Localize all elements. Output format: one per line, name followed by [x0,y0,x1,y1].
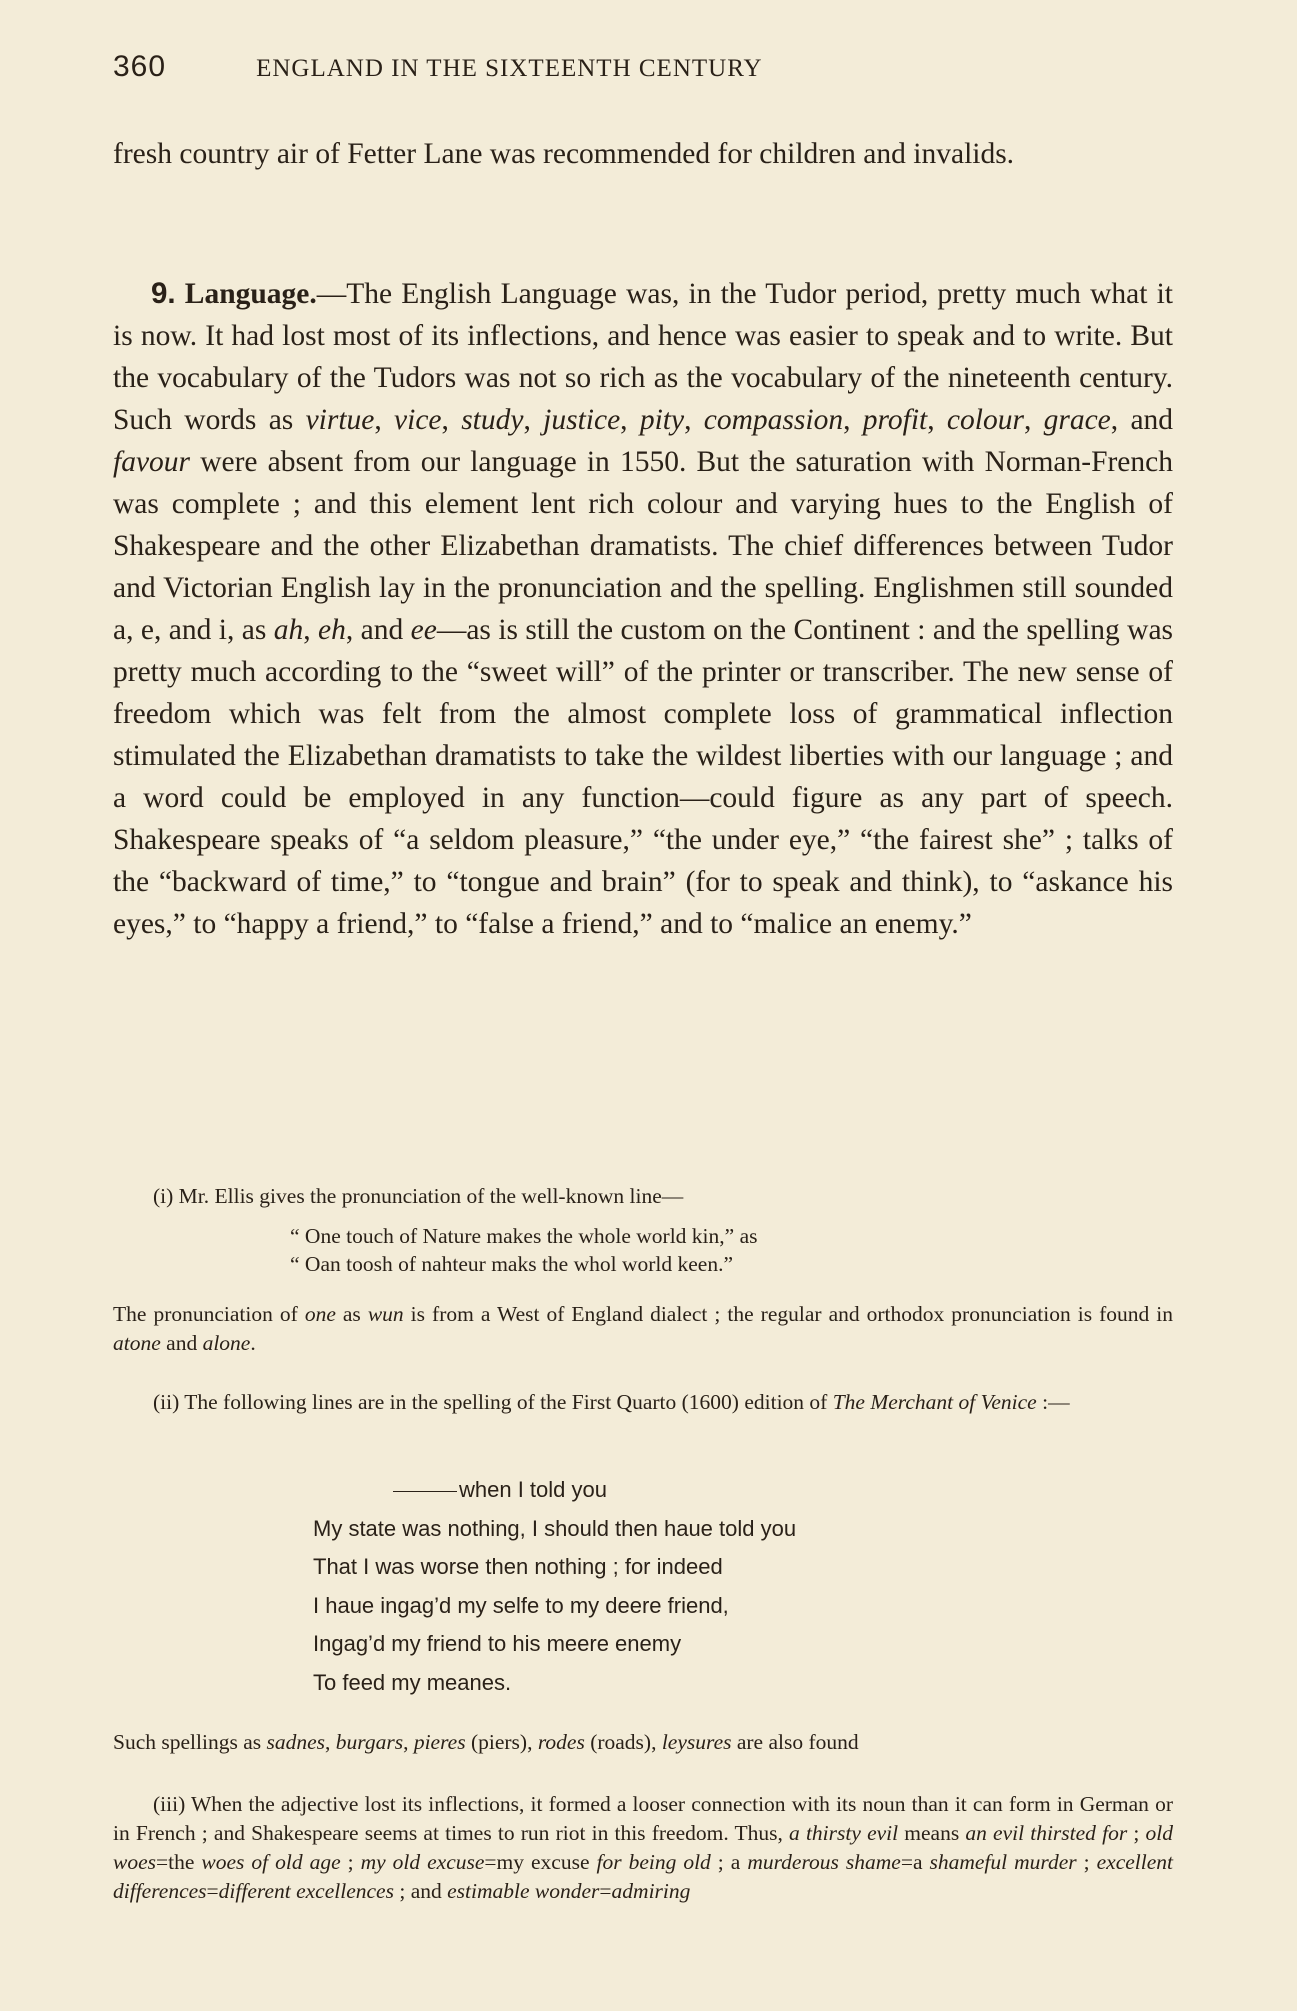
em-rule [393,1491,457,1492]
verse-line: when I told you [313,1471,796,1510]
note-1-intro: (i) Mr. Ellis gives the pronunciation of the well-known line— [153,1184,684,1208]
section-number: 9. [151,277,176,310]
section-title: Language. [184,278,317,310]
page-number: 360 [113,50,167,83]
verse-line: To feed my meanes. [313,1669,512,1695]
note-1-quote-original: “ One touch of Nature makes the whole world kin,” as [290,1224,758,1248]
note-2-intro: (ii) The following lines are in the spelling of the First Quarto (1600) edition of The Merchant of Venice :— [153,1390,1070,1414]
verse-line: I haue ingag’d my selfe to my deere friend, [313,1592,729,1618]
page-header [113,50,993,84]
verse-line: Ingag’d my friend to his meere enemy [313,1631,682,1656]
note-1-quote-pronunciation: “ Oan toosh of nahteur maks the whol world keen.” [290,1252,734,1276]
note-1-body: The pronunciation of one as wun is from a West of England dialect ; the regular and orthodox pronunciation is found in atone and alone. [113,1302,1173,1355]
running-head: ENGLAND IN THE SIXTEENTH CENTURY [256,55,763,82]
verse-line: My state was nothing, I should then haue told you [313,1515,797,1541]
section-language: 9. Language.—The English Language was, in the Tudor period, pretty much what it is now. It had lost most of its inflections, and hence was easier to speak and to write. But the vocabulary of the Tudors was not so rich as the vocabulary of the nineteenth century. Such words as virtue, vice, study, justice, pity, compassion, profit, colour, grace, and favour were absent from our language in 1550. But the saturation with Norman-French was complete ; and this element lent rich colour and varying hues to the English of Shakespeare and the other Elizabethan dramatists. The chief differences between Tudor and Victorian English lay in the pronunciation and the spelling. Englishmen still sounded a, e, and i, as ah, eh, and ee—as is still the custom on the Continent : and the spelling was pretty much according to the “sweet will” of the printer or transcriber. The new sense of freedom which was felt from the almost complete loss of grammatical inflection stimulated the Elizabethan dramatists to take the wildest liberties with our language ; and a word could be employed in any function—could figure as any part of speech. Shakespeare speaks of “a seldom pleasure,” “the under eye,” “the fairest she” ; talks of the “backward of time,” to “tongue and brain” (for to speak and think), to “askance his eyes,” to “happy a friend,” to “false a friend,” and to “malice an enemy.” [113,277,1174,940]
paragraph-continued: fresh country air of Fetter Lane was recommended for children and invalids. [113,138,1015,170]
play-title: The Merchant of Venice [832,1390,1037,1414]
note-2-body: Such spellings as sadnes, burgars, pieres (piers), rodes (roads), leysures are also found [113,1730,859,1754]
verse-line: That I was worse then nothing ; for indeed [313,1554,723,1579]
verse-quotation [313,1471,796,1702]
note-3: (iii) When the adjective lost its inflections, it formed a looser connection with its noun than it can form in German or in French ; and Shakespeare seems at times to run riot in this freedom. Thus, a thirsty evil means an evil thirsted for ; old woes=the woes of old age ; my old excuse=my excuse for being old ; a murderous shame=a shameful murder ; excellent differences=different excellences ; and estimable wonder=admiring [113,1792,1173,1903]
